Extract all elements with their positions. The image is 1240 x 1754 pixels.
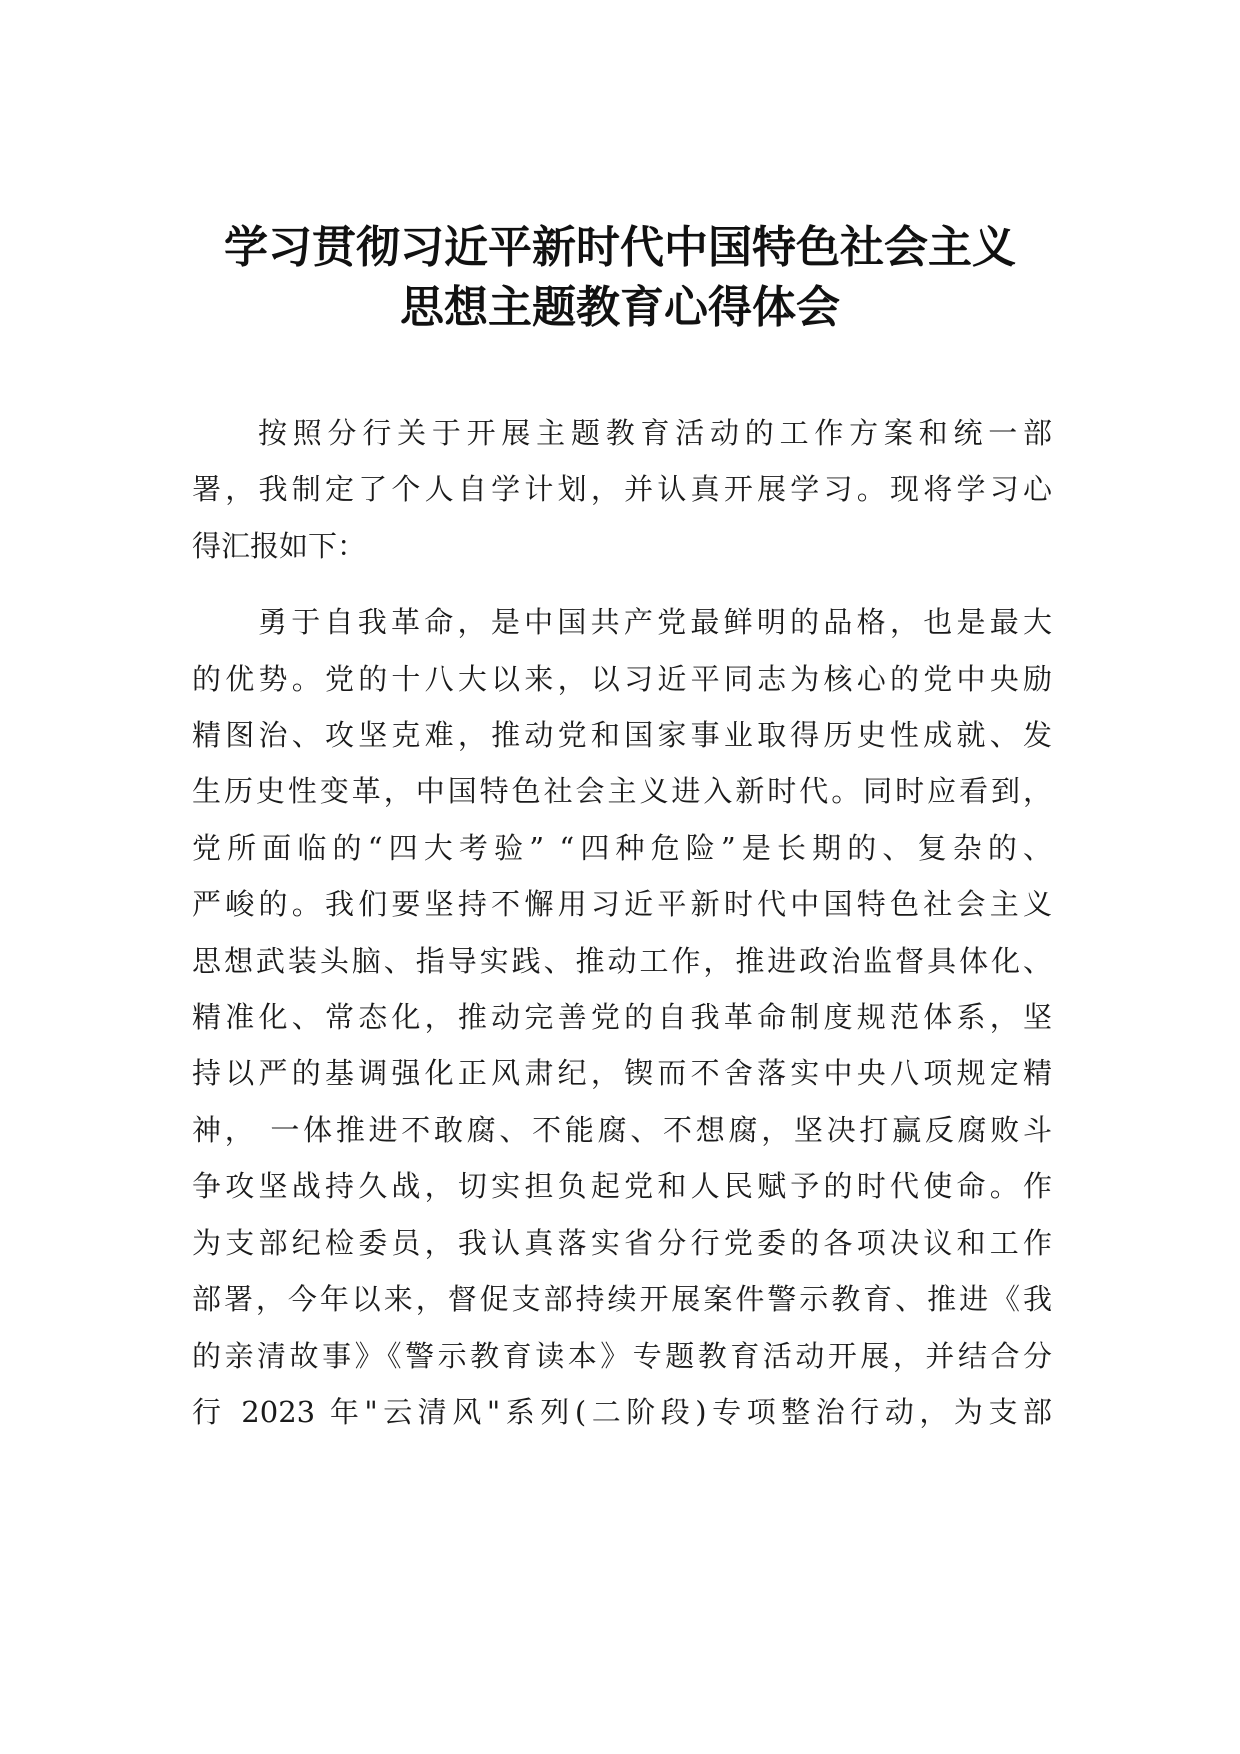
title-line-2: 思想主题教育心得体会 <box>400 282 840 333</box>
paragraph-line: 勇于自我革命，是中国共产党最鲜明的品格，也是最大 <box>258 605 1052 640</box>
document-body <box>192 405 1052 1440</box>
paragraph-line: 按照分行关于开展主题教育活动的工作方案和统一部 <box>258 416 1052 450</box>
title-line-1: 学习贯彻习近平新时代中国特色社会主义 <box>224 222 1016 273</box>
paragraph-line: 的优势。党的十八大以来，以习近平同志为核心的党中央励 <box>192 661 1052 696</box>
paragraph-line: 得汇报如下： <box>192 528 367 563</box>
paragraph-line: 党所面临的“四大考验” “四种危险”是长期的、复杂的、 <box>192 830 1052 865</box>
paragraph-line: 严峻的。我们要坚持不懈用习近平新时代中国特色社会主义 <box>192 887 1052 922</box>
paragraph-spacer <box>192 574 1052 594</box>
paragraph-line: 行 2023 年"云清风"系列(二阶段)专项整治行动，为支部 <box>192 1394 1052 1429</box>
paragraph-line: 生历史性变革，中国特色社会主义进入新时代。同时应看到， <box>192 774 1052 809</box>
paragraph-2 <box>192 594 1052 1440</box>
paragraph-line: 部署，今年以来，督促支部持续开展案件警示教育、推进《我 <box>192 1282 1052 1317</box>
paragraph-1 <box>192 405 1052 574</box>
paragraph-line: 的亲清故事》《警示教育读本》专题教育活动开展，并结合分 <box>192 1338 1052 1373</box>
paragraph-line: 署，我制定了个人自学计划，并认真开展学习。现将学习心 <box>192 472 1052 507</box>
paragraph-line: 持以严的基调强化正风肃纪，锲而不舍落实中央八项规定精 <box>192 1056 1052 1091</box>
paragraph-line: 精准化、常态化，推动完善党的自我革命制度规范体系，坚 <box>192 1000 1052 1035</box>
paragraph-line: 精图治、攻坚克难，推动党和国家事业取得历史性成就、发 <box>192 718 1052 753</box>
paragraph-line: 思想武装头脑、指导实践、推动工作，推进政治监督具体化、 <box>192 943 1052 978</box>
paragraph-line: 为支部纪检委员，我认真落实省分行党委的各项决议和工作 <box>192 1225 1052 1260</box>
paragraph-line: 争攻坚战持久战，切实担负起党和人民赋予的时代使命。作 <box>192 1169 1052 1204</box>
paragraph-line: 神， 一体推进不敢腐、不能腐、不想腐，坚决打赢反腐败斗 <box>192 1112 1052 1147</box>
document-title <box>0 218 1240 338</box>
